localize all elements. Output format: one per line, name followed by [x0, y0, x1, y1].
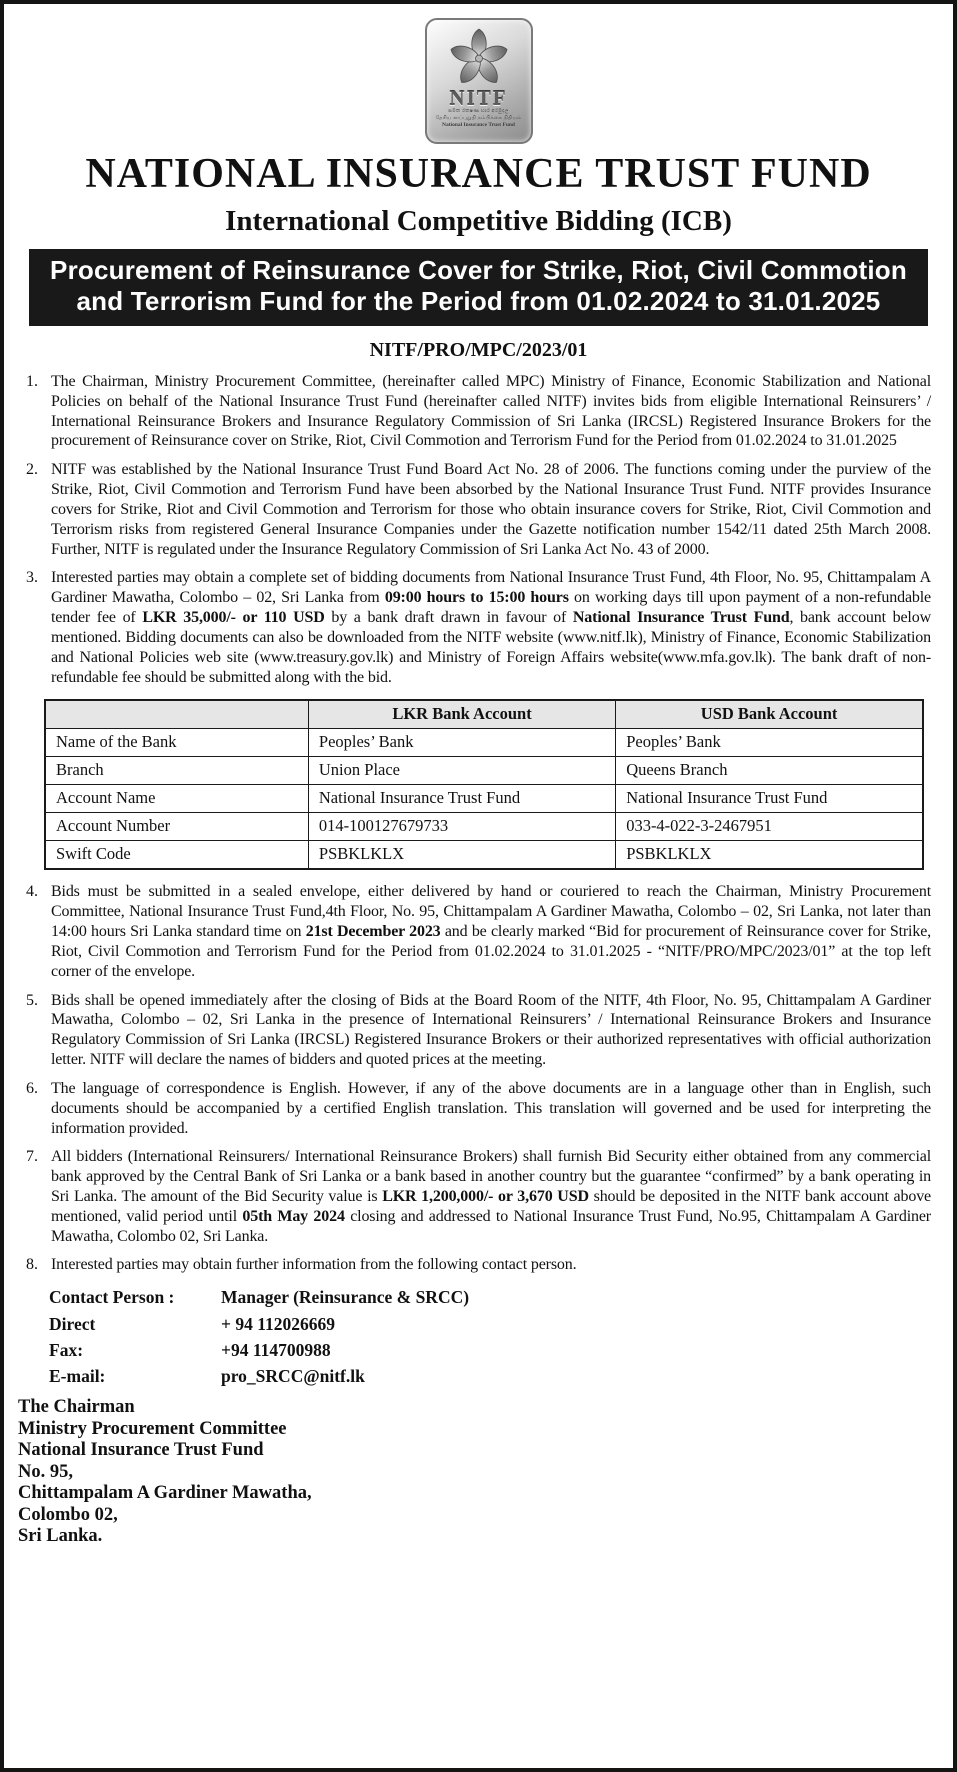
- item-number: 3.: [26, 569, 38, 587]
- table-cell: Peoples’ Bank: [308, 729, 615, 757]
- table-header-row: [45, 700, 923, 729]
- contact-row: [49, 1363, 931, 1389]
- procurement-banner: [29, 249, 928, 326]
- notice-item: [26, 1147, 931, 1246]
- notice-item: [26, 1079, 931, 1138]
- bank-account-table: [44, 699, 924, 870]
- item-text: Interested parties may obtain further information from the following contact person.: [51, 1256, 577, 1274]
- address-line: National Insurance Trust Fund: [18, 1440, 264, 1461]
- table-cell: 033-4-022-3-2467951: [616, 813, 923, 841]
- table-header-cell: USD Bank Account: [616, 700, 923, 729]
- contact-label: E-mail:: [49, 1366, 106, 1387]
- table-cell: 014-100127679733: [308, 813, 615, 841]
- table-cell: Peoples’ Bank: [616, 729, 923, 757]
- notice-items-4-8: [26, 882, 931, 1275]
- banner-line-1: Procurement of Reinsurance Cover for Strike, Riot, Civil Commotion: [50, 254, 907, 285]
- logo-abbr-text: NITF: [449, 86, 508, 110]
- item-text: NITF was established by the National Insurance Trust Fund Board Act No. 28 of 2006. The functions coming under the purview of the Strike, Riot, Civil Commotion and Terrorism Fund have been absorbed by the National Insurance Trust Fund. NITF provides Insurance covers for Strike, Riot and Civil Commotion and Terrorism for those who obtain insurance covers for Strike, Riot, Civil Commotion and Terrorism risks from registered General Insurance Companies under the Gazette notification number 1542/11 dated 25th March 2008. Further, NITF is regulated under the Insurance Regulatory Commission of Sri Lanka Act No. 43 of 2000.: [51, 461, 931, 558]
- table-row: [45, 729, 923, 757]
- contact-row: [49, 1284, 931, 1310]
- table-row: [45, 841, 923, 870]
- item-number: 8.: [26, 1256, 38, 1274]
- table-cell: Account Number: [45, 813, 308, 841]
- address-line: No. 95,: [18, 1461, 73, 1482]
- item-text: Interested parties may obtain a complete set of bidding documents from National Insurance Trust Fund, 4th Floor, No. 95, Chittampalam A Gardiner Mawatha, Colombo – 02, Sri Lanka from 09:00 hours to 15:00 hours on working days till upon payment of a non-refundable tender fee of LKR 35,000/- or 110 USD by a bank draft drawn in favour of National Insurance Trust Fund, bank account below mentioned. Bidding documents can also be downloaded from the NITF website (www.nitf.lk), Ministry of Finance, Economic Stabilization and National Policies web site (www.treasury.gov.lk) and Ministry of Foreign Affairs website(www.mfa.gov.lk). The bank draft of non-refundable fee should be submitted along with the bid.: [51, 569, 931, 686]
- table-cell: Name of the Bank: [45, 729, 308, 757]
- item-text: The language of correspondence is English. However, if any of the above documents are in a language other than in English, such documents should be accompanied by a certified English translation. This translation will governed and be used for interpreting the information provided.: [51, 1079, 931, 1137]
- item-number: 2.: [26, 461, 38, 479]
- notice-item: [26, 372, 931, 451]
- contact-label: Direct: [49, 1313, 96, 1334]
- table-cell: Queens Branch: [616, 757, 923, 785]
- table-header-cell: [45, 700, 308, 729]
- item-text: Bids must be submitted in a sealed envelope, either delivered by hand or couriered to reach the Chairman, Ministry Procurement Committee, National Insurance Trust Fund,4th Floor, No. 95, Chittampalam A Gardiner Mawatha, Colombo – 02, Sri Lanka, not later than 14:00 hours Sri Lanka standard time on 21st December 2023 and be clearly marked “Bid for procurement of Reinsurance cover for Strike, Riot, Civil Commotion and Terrorism Fund for the Period from 01.02.2024 to 31.01.2025 - “NITF/PRO/MPC/2023/01” at the top left corner of the envelope.: [51, 883, 931, 980]
- item-text: The Chairman, Ministry Procurement Committee, (hereinafter called MPC) Ministry of Finance, Economic Stabilization and National Policies on behalf of the National Insurance Trust Fund (hereinafter called NITF) invites bids from eligible International Reinsurers’ / International Reinsurance Brokers and Insurance Regulatory Commission of Sri Lanka (IRCSL) Registered Insurance Brokers for the procurement of Reinsurance cover on Strike, Riot, Civil Commotion and Terrorism Fund for the Period from 01.02.2024 to 31.01.2025: [51, 372, 931, 450]
- flower-icon: [446, 24, 512, 88]
- table-cell: National Insurance Trust Fund: [308, 785, 615, 813]
- table-cell: Account Name: [45, 785, 308, 813]
- notice-item: [26, 991, 931, 1070]
- contact-value: + 94 112026669: [221, 1313, 336, 1334]
- logo-container: [4, 18, 953, 144]
- banner-line-2: and Terrorism Fund for the Period from 01.02.2024 to 31.01.2025: [76, 286, 881, 317]
- table-row: [45, 813, 923, 841]
- item-number: 4.: [26, 883, 38, 901]
- contact-row: [49, 1337, 931, 1363]
- notice-item: [26, 460, 931, 559]
- table-cell: Swift Code: [45, 841, 308, 870]
- notice-item: [26, 568, 931, 687]
- address-line: Chittampalam A Gardiner Mawatha,: [18, 1483, 312, 1504]
- item-number: 7.: [26, 1148, 38, 1166]
- contact-value: Manager (Reinsurance & SRCC): [221, 1287, 470, 1308]
- address-line: Colombo 02,: [18, 1504, 118, 1525]
- page-subtitle: International Competitive Bidding (ICB): [225, 205, 732, 238]
- logo-caption-text: National Insurance Trust Fund: [442, 122, 515, 128]
- table-row: [45, 757, 923, 785]
- table-cell: National Insurance Trust Fund: [616, 785, 923, 813]
- contact-value: pro_SRCC@nitf.lk: [221, 1366, 365, 1387]
- chairman-address-block: [18, 1397, 931, 1547]
- item-text: Bids shall be opened immediately after the closing of Bids at the Board Room of the NITF, 4th Floor, No. 95, Chittampalam A Gardiner Mawatha, Colombo – 02, Sri Lanka in the presence of International Reinsurers’ / International Reinsurance Brokers and Insurance Regulatory Commission of Sri Lanka (IRCSL) Registered Insurance Brokers or their authorized representatives with official authorization letter. NITF will declare the names of bidders and quoted prices at the meeting.: [51, 991, 931, 1069]
- notice-items-1-3: [26, 372, 931, 687]
- table-row: [45, 785, 923, 813]
- contact-value: +94 114700988: [221, 1339, 331, 1360]
- address-line: Sri Lanka.: [18, 1526, 103, 1547]
- table-header-cell: LKR Bank Account: [308, 700, 615, 729]
- item-number: 6.: [26, 1079, 38, 1097]
- tender-reference-number: NITF/PRO/MPC/2023/01: [369, 338, 588, 361]
- table-cell: PSBKLKLX: [616, 841, 923, 870]
- contact-label: Contact Person :: [49, 1287, 175, 1308]
- logo-tamil-text: தேசிய காப்புறுதி நம்பிக்கை நிதியம்: [435, 115, 522, 121]
- address-line: The Chairman: [18, 1397, 135, 1418]
- item-number: 1.: [26, 372, 38, 390]
- page-title: NATIONAL INSURANCE TRUST FUND: [85, 151, 872, 197]
- table-cell: Union Place: [308, 757, 615, 785]
- contact-block: [49, 1284, 931, 1389]
- contact-row: [49, 1311, 931, 1337]
- contact-label: Fax:: [49, 1339, 84, 1360]
- address-line: Ministry Procurement Committee: [18, 1418, 287, 1439]
- item-number: 5.: [26, 991, 38, 1009]
- notice-item: [26, 1255, 931, 1275]
- bank-account-table-wrap: [44, 699, 924, 870]
- item-text: All bidders (International Reinsurers/ International Reinsurance Brokers) shall furnish Bid Security either obtained from any commercial bank approved by the Central Bank of Sri Lanka or a bank based in another country but the guarantee “confirmed” by a bank operating in Sri Lanka. The amount of the Bid Security value is LKR 1,200,000/- or 3,670 USD should be deposited in the NITF bank account above mentioned, valid period until 05th May 2024 closing and addressed to National Insurance Trust Fund, No.95, Chittampalam A Gardiner Mawatha, Colombo 02, Sri Lanka.: [51, 1148, 932, 1245]
- notice-item: [26, 882, 931, 981]
- logo-sinhala-text: සමක රකෂණ භාර අරමුදල: [448, 109, 509, 114]
- table-cell: PSBKLKLX: [308, 841, 615, 870]
- nitf-logo: [425, 18, 533, 144]
- table-cell: Branch: [45, 757, 308, 785]
